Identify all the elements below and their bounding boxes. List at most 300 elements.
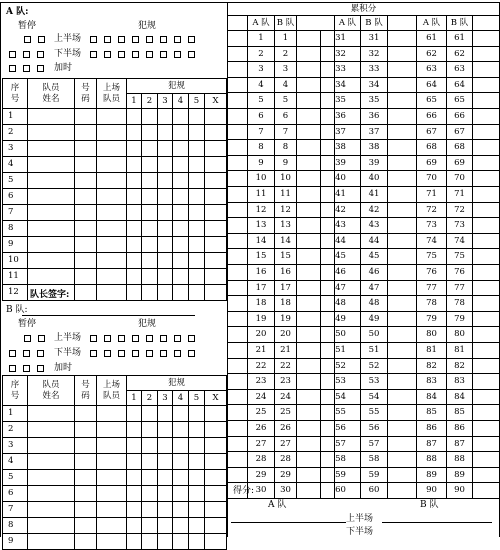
team-b-row-cell[interactable]	[96, 405, 127, 422]
team-a-row-cell[interactable]	[188, 140, 205, 157]
team-a-row-cell[interactable]	[74, 108, 97, 125]
team-b-row-cell[interactable]	[141, 485, 158, 502]
running-score-cell[interactable]: 52	[360, 358, 388, 375]
running-score-cell[interactable]: 2	[247, 46, 275, 63]
running-score-cell[interactable]: 29	[247, 467, 275, 484]
running-score-cell[interactable]: 32	[320, 46, 361, 63]
running-score-cell[interactable]: 43	[320, 217, 361, 234]
running-score-cell[interactable]: 36	[360, 108, 388, 125]
running-score-cell[interactable]: 25	[247, 404, 275, 421]
running-score-cell[interactable]: 17	[247, 280, 275, 297]
team-b-foul-first-checkbox[interactable]	[174, 335, 181, 342]
team-b-row-cell[interactable]	[74, 421, 97, 438]
team-b-row-cell[interactable]	[96, 469, 127, 486]
team-a-row-cell[interactable]	[126, 284, 142, 301]
team-b-row-cell[interactable]	[96, 453, 127, 470]
team-b-row-cell[interactable]	[27, 469, 75, 486]
running-score-cell[interactable]: 70	[416, 170, 447, 187]
running-score-cell[interactable]: 18	[247, 295, 275, 312]
team-a-overtime-checkbox[interactable]	[9, 65, 16, 72]
running-score-cell[interactable]: 69	[446, 155, 473, 172]
team-b-row-cell[interactable]	[172, 533, 189, 550]
running-score-cell[interactable]: 15	[247, 248, 275, 265]
team-a-row-cell[interactable]	[188, 284, 205, 301]
running-score-cell[interactable]: 3	[247, 61, 275, 78]
team-a-foul-second-checkbox[interactable]	[188, 51, 195, 58]
team-b-foul-first-checkbox[interactable]	[188, 335, 195, 342]
team-b-row-cell[interactable]	[188, 453, 205, 470]
running-score-cell[interactable]: 4	[247, 77, 275, 94]
team-a-timeout-second-checkbox[interactable]	[9, 51, 16, 58]
team-b-row-cell[interactable]	[126, 533, 142, 550]
team-a-row-cell[interactable]	[157, 252, 173, 269]
team-b-foul-first-checkbox[interactable]	[118, 335, 125, 342]
team-b-row-cell[interactable]	[141, 517, 158, 534]
team-a-row-cell[interactable]	[27, 252, 75, 269]
running-score-cell[interactable]: 71	[416, 186, 447, 203]
team-a-foul-first-checkbox[interactable]	[90, 36, 97, 43]
running-score-cell[interactable]: 74	[446, 233, 473, 250]
team-b-row-cell[interactable]	[96, 501, 127, 518]
team-b-timeout-second-checkbox[interactable]	[23, 350, 30, 357]
running-score-cell[interactable]: 7	[274, 124, 297, 141]
running-score-cell[interactable]: 79	[446, 311, 473, 328]
team-a-row-cell[interactable]	[172, 140, 189, 157]
running-score-cell[interactable]: 7	[247, 124, 275, 141]
team-a-foul-first-checkbox[interactable]	[132, 36, 139, 43]
running-score-cell[interactable]: 67	[446, 124, 473, 141]
running-score-cell[interactable]: 38	[360, 139, 388, 156]
running-score-cell[interactable]: 42	[320, 202, 361, 219]
team-b-row-cell[interactable]	[204, 469, 227, 486]
team-b-row-cell[interactable]	[126, 405, 142, 422]
team-a-row-cell[interactable]	[188, 124, 205, 141]
running-score-cell[interactable]: 36	[320, 108, 361, 125]
team-b-row-cell[interactable]	[141, 469, 158, 486]
running-score-cell[interactable]: 72	[446, 202, 473, 219]
running-score-cell[interactable]: 52	[320, 358, 361, 375]
team-a-row-cell[interactable]	[157, 172, 173, 189]
team-a-row-cell[interactable]	[204, 124, 227, 141]
running-score-cell[interactable]: 41	[360, 186, 388, 203]
running-score-cell[interactable]: 55	[360, 404, 388, 421]
running-score-cell[interactable]: 4	[274, 77, 297, 94]
team-b-row-cell[interactable]	[141, 501, 158, 518]
team-a-foul-first-checkbox[interactable]	[146, 36, 153, 43]
team-a-row-cell[interactable]	[126, 268, 142, 285]
running-score-cell[interactable]: 44	[360, 233, 388, 250]
team-b-row-cell[interactable]	[204, 405, 227, 422]
running-score-cell[interactable]: 88	[446, 451, 473, 468]
team-b-row-cell[interactable]	[204, 517, 227, 534]
team-a-row-cell[interactable]	[188, 156, 205, 173]
running-score-cell[interactable]: 24	[274, 389, 297, 406]
team-b-row-cell[interactable]	[74, 469, 97, 486]
team-a-row-cell[interactable]	[204, 220, 227, 237]
running-score-cell[interactable]: 50	[320, 326, 361, 343]
team-a-row-cell[interactable]	[204, 140, 227, 157]
team-a-row-cell[interactable]	[96, 252, 127, 269]
team-a-row-cell[interactable]	[172, 284, 189, 301]
team-b-foul-second-checkbox[interactable]	[146, 350, 153, 357]
team-a-row-cell[interactable]	[74, 252, 97, 269]
running-score-cell[interactable]: 76	[416, 264, 447, 281]
team-b-row-cell[interactable]	[188, 437, 205, 454]
running-score-cell[interactable]: 33	[320, 61, 361, 78]
team-a-foul-second-checkbox[interactable]	[160, 51, 167, 58]
team-a-row-cell[interactable]	[126, 124, 142, 141]
team-a-row-cell[interactable]	[172, 156, 189, 173]
team-b-row-cell[interactable]	[141, 405, 158, 422]
team-a-row-cell[interactable]	[141, 124, 158, 141]
team-a-row-cell[interactable]	[27, 156, 75, 173]
team-a-row-cell[interactable]	[96, 108, 127, 125]
team-a-row-cell[interactable]	[96, 172, 127, 189]
running-score-cell[interactable]: 6	[247, 108, 275, 125]
team-a-row-cell[interactable]	[126, 252, 142, 269]
running-score-cell[interactable]: 49	[320, 311, 361, 328]
team-a-row-cell[interactable]	[172, 268, 189, 285]
running-score-cell[interactable]: 73	[416, 217, 447, 234]
team-b-row-cell[interactable]	[27, 533, 75, 550]
team-b-row-cell[interactable]	[172, 421, 189, 438]
running-score-cell[interactable]: 83	[446, 373, 473, 390]
team-a-row-cell[interactable]	[172, 252, 189, 269]
running-score-cell[interactable]: 11	[274, 186, 297, 203]
team-a-row-cell[interactable]	[157, 284, 173, 301]
running-score-cell[interactable]: 75	[416, 248, 447, 265]
team-a-row-cell[interactable]	[188, 204, 205, 221]
running-score-cell[interactable]: 10	[274, 170, 297, 187]
team-b-row-cell[interactable]	[204, 501, 227, 518]
running-score-cell[interactable]: 14	[247, 233, 275, 250]
team-a-row-cell[interactable]	[204, 268, 227, 285]
running-score-cell[interactable]: 80	[416, 326, 447, 343]
running-score-cell[interactable]: 19	[274, 311, 297, 328]
team-a-row-cell[interactable]	[204, 204, 227, 221]
team-a-row-cell[interactable]	[157, 156, 173, 173]
team-a-row-cell[interactable]	[141, 220, 158, 237]
team-b-foul-second-checkbox[interactable]	[132, 350, 139, 357]
team-a-row-cell[interactable]	[188, 220, 205, 237]
running-score-cell[interactable]: 25	[274, 404, 297, 421]
team-a-row-cell[interactable]	[74, 124, 97, 141]
running-score-cell[interactable]: 9	[247, 155, 275, 172]
running-score-cell[interactable]: 46	[360, 264, 388, 281]
team-b-row-cell[interactable]	[126, 453, 142, 470]
team-b-row-cell[interactable]	[27, 485, 75, 502]
team-a-row-cell[interactable]	[126, 108, 142, 125]
team-a-row-cell[interactable]	[27, 124, 75, 141]
running-score-cell[interactable]: 84	[446, 389, 473, 406]
team-a-row-cell[interactable]	[27, 172, 75, 189]
team-a-row-cell[interactable]	[27, 236, 75, 253]
team-a-row-cell[interactable]	[74, 220, 97, 237]
running-score-cell[interactable]: 38	[320, 139, 361, 156]
team-b-row-cell[interactable]	[126, 517, 142, 534]
team-b-row-cell[interactable]	[74, 501, 97, 518]
team-a-row-cell[interactable]	[141, 156, 158, 173]
running-score-cell[interactable]: 64	[446, 77, 473, 94]
team-b-row-cell[interactable]	[157, 405, 173, 422]
running-score-cell[interactable]: 60	[320, 482, 361, 499]
team-b-row-cell[interactable]	[96, 421, 127, 438]
team-b-row-cell[interactable]	[126, 437, 142, 454]
team-b-row-cell[interactable]	[74, 437, 97, 454]
team-a-timeout-second-checkbox[interactable]	[23, 51, 30, 58]
running-score-cell[interactable]: 86	[446, 420, 473, 437]
running-score-cell[interactable]: 76	[446, 264, 473, 281]
team-b-row-cell[interactable]	[204, 437, 227, 454]
team-a-row-cell[interactable]	[188, 236, 205, 253]
team-a-row-cell[interactable]	[204, 188, 227, 205]
team-a-row-cell[interactable]	[172, 108, 189, 125]
running-score-cell[interactable]: 75	[446, 248, 473, 265]
team-b-row-cell[interactable]	[126, 501, 142, 518]
team-a-foul-second-checkbox[interactable]	[174, 51, 181, 58]
running-score-cell[interactable]: 1	[274, 30, 297, 47]
running-score-cell[interactable]: 88	[416, 451, 447, 468]
team-b-row-cell[interactable]	[157, 453, 173, 470]
running-score-cell[interactable]: 3	[274, 61, 297, 78]
team-b-row-cell[interactable]	[27, 405, 75, 422]
running-score-cell[interactable]: 30	[247, 482, 275, 499]
running-score-cell[interactable]: 15	[274, 248, 297, 265]
running-score-cell[interactable]: 68	[416, 139, 447, 156]
running-score-cell[interactable]: 34	[320, 77, 361, 94]
team-a-row-cell[interactable]	[74, 236, 97, 253]
running-score-cell[interactable]: 56	[360, 420, 388, 437]
running-score-cell[interactable]: 65	[446, 92, 473, 109]
team-b-row-cell[interactable]	[74, 533, 97, 550]
running-score-cell[interactable]: 82	[416, 358, 447, 375]
team-a-timeout-second-checkbox[interactable]	[37, 51, 44, 58]
running-score-cell[interactable]: 83	[416, 373, 447, 390]
team-b-row-cell[interactable]	[74, 517, 97, 534]
running-score-cell[interactable]: 72	[416, 202, 447, 219]
team-b-row-cell[interactable]	[188, 533, 205, 550]
team-a-row-cell[interactable]	[141, 188, 158, 205]
team-a-row-cell[interactable]	[96, 236, 127, 253]
running-score-cell[interactable]: 20	[274, 326, 297, 343]
running-score-cell[interactable]: 78	[446, 295, 473, 312]
team-a-row-cell[interactable]	[172, 124, 189, 141]
team-b-row-cell[interactable]	[96, 533, 127, 550]
running-score-cell[interactable]: 42	[360, 202, 388, 219]
running-score-cell[interactable]: 85	[446, 404, 473, 421]
team-a-row-cell[interactable]	[141, 108, 158, 125]
team-b-row-cell[interactable]	[157, 501, 173, 518]
running-score-cell[interactable]: 56	[320, 420, 361, 437]
team-a-row-cell[interactable]	[96, 188, 127, 205]
running-score-cell[interactable]: 58	[360, 451, 388, 468]
team-b-row-cell[interactable]	[126, 421, 142, 438]
running-score-cell[interactable]: 11	[247, 186, 275, 203]
team-a-row-cell[interactable]	[141, 284, 158, 301]
running-score-cell[interactable]: 21	[274, 342, 297, 359]
team-b-foul-second-checkbox[interactable]	[104, 350, 111, 357]
team-a-foul-second-checkbox[interactable]	[90, 51, 97, 58]
team-a-row-cell[interactable]	[74, 204, 97, 221]
running-score-cell[interactable]: 70	[446, 170, 473, 187]
team-b-row-cell[interactable]	[74, 453, 97, 470]
running-score-cell[interactable]: 89	[416, 467, 447, 484]
team-b-row-cell[interactable]	[188, 421, 205, 438]
team-a-row-cell[interactable]	[27, 268, 75, 285]
team-b-timeout-second-checkbox[interactable]	[9, 350, 16, 357]
team-a-row-cell[interactable]	[157, 236, 173, 253]
team-b-foul-second-checkbox[interactable]	[174, 350, 181, 357]
running-score-cell[interactable]: 13	[274, 217, 297, 234]
team-a-row-cell[interactable]	[157, 140, 173, 157]
team-b-row-cell[interactable]	[141, 421, 158, 438]
running-score-cell[interactable]: 18	[274, 295, 297, 312]
running-score-cell[interactable]: 77	[446, 280, 473, 297]
running-score-cell[interactable]: 43	[360, 217, 388, 234]
running-score-cell[interactable]: 59	[320, 467, 361, 484]
team-a-overtime-checkbox[interactable]	[23, 65, 30, 72]
team-b-row-cell[interactable]	[74, 405, 97, 422]
team-b-row-cell[interactable]	[157, 421, 173, 438]
team-b-timeout-first-checkbox[interactable]	[24, 335, 31, 342]
running-score-cell[interactable]: 5	[247, 92, 275, 109]
team-a-row-cell[interactable]	[204, 172, 227, 189]
team-a-timeout-first-checkbox[interactable]	[38, 36, 45, 43]
team-b-foul-first-checkbox[interactable]	[132, 335, 139, 342]
running-score-cell[interactable]: 41	[320, 186, 361, 203]
running-score-cell[interactable]: 21	[247, 342, 275, 359]
team-b-row-cell[interactable]	[126, 485, 142, 502]
team-b-foul-first-checkbox[interactable]	[104, 335, 111, 342]
running-score-cell[interactable]: 80	[446, 326, 473, 343]
team-a-row-cell[interactable]	[172, 236, 189, 253]
team-a-row-cell[interactable]	[96, 284, 127, 301]
running-score-cell[interactable]: 48	[360, 295, 388, 312]
running-score-cell[interactable]: 28	[274, 451, 297, 468]
running-score-cell[interactable]: 90	[416, 482, 447, 499]
running-score-cell[interactable]: 67	[416, 124, 447, 141]
running-score-cell[interactable]: 51	[320, 342, 361, 359]
team-b-row-cell[interactable]	[172, 485, 189, 502]
running-score-cell[interactable]: 59	[360, 467, 388, 484]
running-score-cell[interactable]: 22	[247, 358, 275, 375]
running-score-cell[interactable]: 1	[247, 30, 275, 47]
team-a-row-cell[interactable]	[126, 236, 142, 253]
running-score-cell[interactable]: 10	[247, 170, 275, 187]
team-b-row-cell[interactable]	[27, 453, 75, 470]
running-score-cell[interactable]: 58	[320, 451, 361, 468]
team-a-row-cell[interactable]	[204, 108, 227, 125]
team-a-row-cell[interactable]	[188, 188, 205, 205]
running-score-cell[interactable]: 63	[416, 61, 447, 78]
running-score-cell[interactable]: 89	[446, 467, 473, 484]
running-score-cell[interactable]: 55	[320, 404, 361, 421]
running-score-cell[interactable]: 86	[416, 420, 447, 437]
team-b-row-cell[interactable]	[172, 469, 189, 486]
team-b-timeout-second-checkbox[interactable]	[37, 350, 44, 357]
running-score-cell[interactable]: 16	[247, 264, 275, 281]
running-score-cell[interactable]: 31	[320, 30, 361, 47]
running-score-cell[interactable]: 57	[320, 436, 361, 453]
team-a-row-cell[interactable]	[27, 140, 75, 157]
team-a-row-cell[interactable]	[126, 156, 142, 173]
running-score-cell[interactable]: 85	[416, 404, 447, 421]
team-b-foul-second-checkbox[interactable]	[118, 350, 125, 357]
team-b-row-cell[interactable]	[141, 453, 158, 470]
team-a-foul-first-checkbox[interactable]	[174, 36, 181, 43]
team-a-row-cell[interactable]	[27, 204, 75, 221]
team-a-row-cell[interactable]	[126, 140, 142, 157]
team-a-row-cell[interactable]	[141, 268, 158, 285]
team-b-row-cell[interactable]	[27, 517, 75, 534]
running-score-cell[interactable]: 19	[247, 311, 275, 328]
running-score-cell[interactable]: 47	[320, 280, 361, 297]
team-b-timeout-first-checkbox[interactable]	[38, 335, 45, 342]
running-score-cell[interactable]: 49	[360, 311, 388, 328]
team-b-row-cell[interactable]	[141, 437, 158, 454]
running-score-cell[interactable]: 27	[247, 436, 275, 453]
team-a-row-cell[interactable]	[96, 140, 127, 157]
team-a-foul-first-checkbox[interactable]	[188, 36, 195, 43]
team-b-row-cell[interactable]	[204, 421, 227, 438]
team-a-row-cell[interactable]	[27, 108, 75, 125]
team-a-row-cell[interactable]	[157, 204, 173, 221]
running-score-cell[interactable]: 45	[360, 248, 388, 265]
team-b-row-cell[interactable]	[188, 469, 205, 486]
team-b-row-cell[interactable]	[141, 533, 158, 550]
team-b-row-cell[interactable]	[172, 453, 189, 470]
running-score-cell[interactable]: 87	[446, 436, 473, 453]
running-score-cell[interactable]: 2	[274, 46, 297, 63]
team-a-row-cell[interactable]	[204, 252, 227, 269]
team-a-row-cell[interactable]	[172, 172, 189, 189]
team-a-row-cell[interactable]	[74, 284, 97, 301]
running-score-cell[interactable]: 81	[416, 342, 447, 359]
team-b-row-cell[interactable]	[27, 501, 75, 518]
team-b-row-cell[interactable]	[157, 437, 173, 454]
running-score-cell[interactable]: 81	[446, 342, 473, 359]
team-b-row-cell[interactable]	[204, 453, 227, 470]
team-a-row-cell[interactable]	[74, 188, 97, 205]
running-score-cell[interactable]: 61	[446, 30, 473, 47]
team-a-row-cell[interactable]	[96, 268, 127, 285]
running-score-cell[interactable]: 5	[274, 92, 297, 109]
running-score-cell[interactable]: 29	[274, 467, 297, 484]
running-score-cell[interactable]: 22	[274, 358, 297, 375]
team-a-row-cell[interactable]	[141, 252, 158, 269]
running-score-cell[interactable]: 13	[247, 217, 275, 234]
running-score-cell[interactable]: 24	[247, 389, 275, 406]
running-score-cell[interactable]: 60	[360, 482, 388, 499]
team-a-row-cell[interactable]	[126, 220, 142, 237]
team-a-row-cell[interactable]	[157, 124, 173, 141]
team-b-overtime-checkbox[interactable]	[9, 365, 16, 372]
running-score-cell[interactable]: 17	[274, 280, 297, 297]
team-a-row-cell[interactable]	[204, 156, 227, 173]
running-score-cell[interactable]: 65	[416, 92, 447, 109]
running-score-cell[interactable]: 54	[320, 389, 361, 406]
running-score-cell[interactable]: 87	[416, 436, 447, 453]
running-score-cell[interactable]: 37	[320, 124, 361, 141]
team-a-row-cell[interactable]	[141, 204, 158, 221]
team-a-foul-first-checkbox[interactable]	[160, 36, 167, 43]
running-score-cell[interactable]: 53	[360, 373, 388, 390]
running-score-cell[interactable]: 66	[446, 108, 473, 125]
running-score-cell[interactable]: 27	[274, 436, 297, 453]
team-b-row-cell[interactable]	[126, 469, 142, 486]
running-score-cell[interactable]: 37	[360, 124, 388, 141]
team-b-row-cell[interactable]	[172, 437, 189, 454]
